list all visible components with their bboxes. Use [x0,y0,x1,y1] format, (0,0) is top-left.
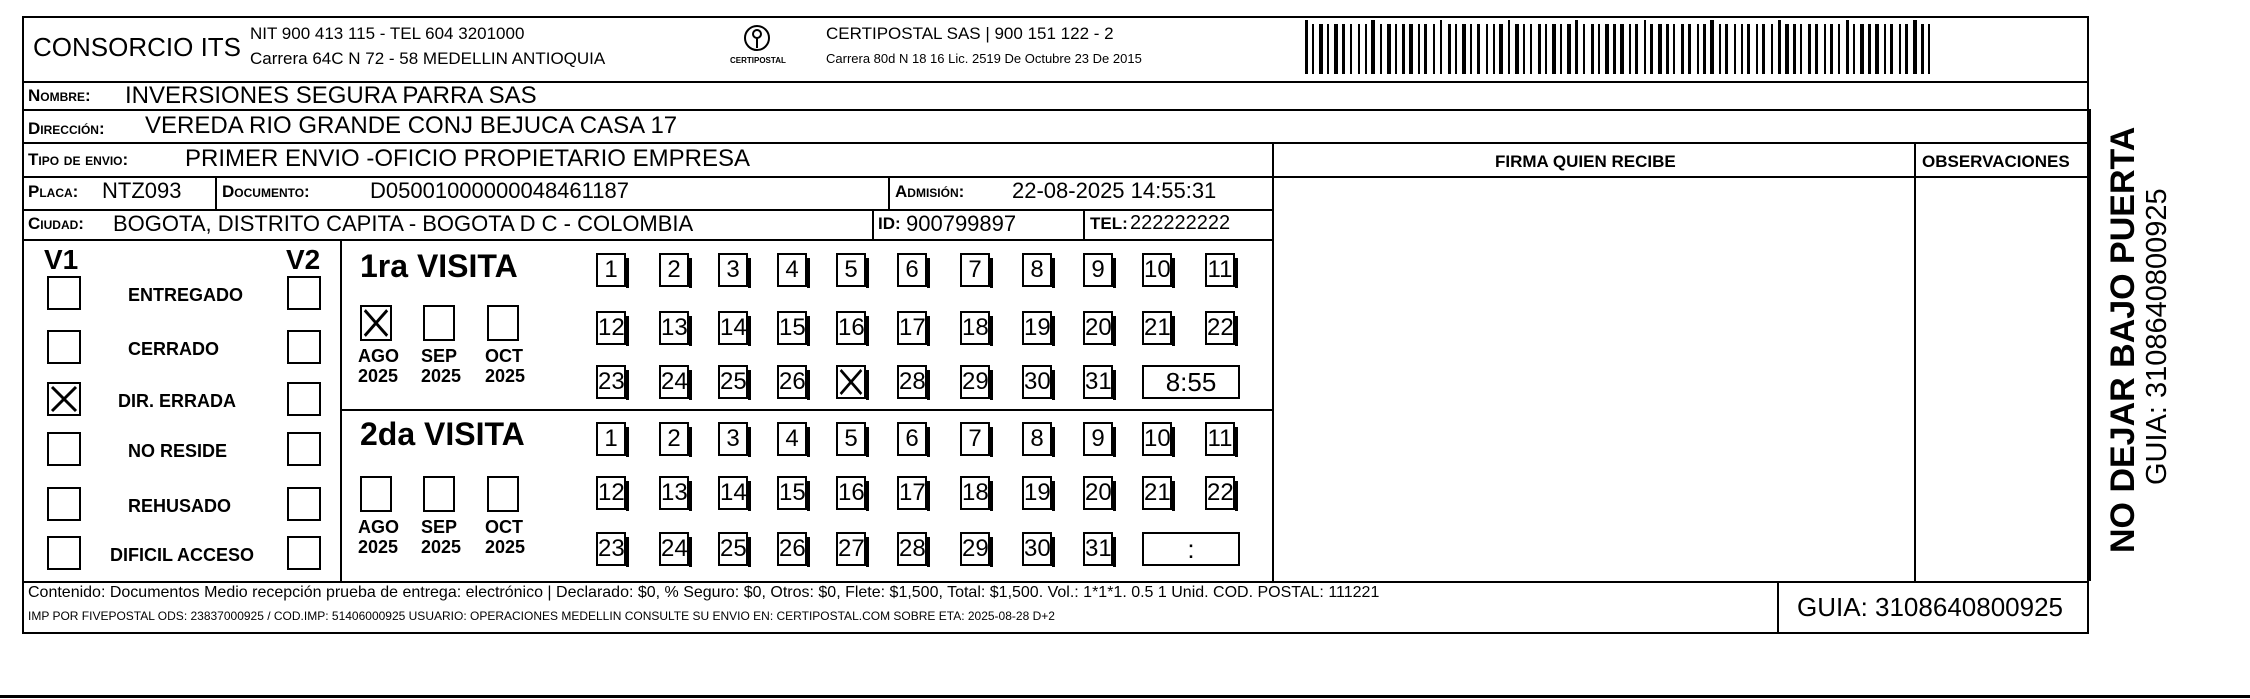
day-box[interactable]: 9 [1083,422,1113,456]
company-nit: NIT 900 413 115 - TEL 604 3201000 [250,24,525,43]
day-box[interactable]: 31 [1083,365,1113,399]
day-box[interactable]: 18 [960,311,990,345]
visit1-title: 1ra VISITA [360,248,518,284]
month-year: 2025 [421,537,462,557]
tel-label: TEL: [1090,214,1128,233]
carrier-license: Carrera 80d N 18 16 Lic. 2519 De Octubre 23 De 2015 [826,51,1142,66]
day-box[interactable]: 4 [777,422,807,456]
v1-checkbox[interactable] [47,487,81,521]
direccion-value: VEREDA RIO GRANDE CONJ BEJUCA CASA 17 [145,112,678,139]
day-box[interactable]: 11 [1205,422,1235,456]
day-box[interactable]: 25 [718,365,748,399]
company-address: Carrera 64C N 72 - 58 MEDELLIN ANTIOQUIA [250,49,606,68]
month-year: 2025 [421,366,462,386]
documento-label: Documento: [222,182,310,201]
day-box[interactable]: 20 [1083,476,1113,510]
month-year: 2025 [358,366,399,386]
day-box[interactable]: 24 [659,365,689,399]
day-box[interactable]: 5 [836,422,866,456]
day-box[interactable]: 21 [1142,311,1172,345]
documento-value: D05001000000048461187 [370,178,629,203]
day-box[interactable]: 20 [1083,311,1113,345]
day-box[interactable]: 15 [777,311,807,345]
v2-checkbox[interactable] [287,330,321,364]
tipo-value: PRIMER ENVIO -OFICIO PROPIETARIO EMPRESA [185,145,750,172]
placa-value: NTZ093 [102,178,182,203]
day-box[interactable]: 21 [1142,476,1172,510]
month-label: OCT [485,346,523,366]
month-label: OCT [485,517,523,537]
direccion-label: Dirección: [28,119,105,138]
day-box[interactable] [836,365,866,399]
month-checkbox[interactable] [487,305,519,341]
v1-checkbox[interactable] [47,382,81,416]
day-box[interactable]: 15 [777,476,807,510]
day-box[interactable]: 1 [596,422,626,456]
day-box[interactable]: 16 [836,476,866,510]
company-name: CONSORCIO ITS [33,32,242,62]
v1-checkbox[interactable] [47,276,81,310]
month-checkbox[interactable] [360,305,392,341]
day-box[interactable]: 12 [596,311,626,345]
v1-checkbox[interactable] [47,432,81,466]
day-box[interactable]: 8 [1022,422,1052,456]
barcode-icon [1305,20,1945,74]
admision-value: 22-08-2025 14:55:31 [1012,178,1217,203]
day-box[interactable]: 22 [1205,311,1235,345]
month-year: 2025 [485,366,526,386]
day-box[interactable]: 10 [1142,422,1172,456]
observaciones-header: OBSERVACIONES [1922,152,2070,171]
v2-checkbox[interactable] [287,432,321,466]
day-box[interactable]: 7 [960,422,990,456]
footer-print-info: IMP POR FIVEPOSTAL ODS: 23837000925 / COD.IMP: 51406000925 USUARIO: OPERACIONES MEDELLIN CONSULTE SU ENVIO EN: CERTIPOSTAL.COM SOBRE ETA: 2025-08-28 D+2 [28,609,1055,623]
day-box[interactable]: 6 [897,422,927,456]
day-box[interactable]: 14 [718,311,748,345]
day-box[interactable]: 16 [836,311,866,345]
status-label: ENTREGADO [128,285,244,305]
day-box[interactable]: 1 [596,253,626,287]
day-box[interactable]: 31 [1083,532,1113,566]
day-box[interactable]: 13 [659,311,689,345]
day-box[interactable]: 2 [659,253,689,287]
month-checkbox[interactable] [360,476,392,512]
month-checkbox[interactable] [423,305,455,341]
day-box[interactable]: 12 [596,476,626,510]
tel-value: 222222222 [1130,212,1231,234]
day-box[interactable]: 22 [1205,476,1235,510]
status-label: REHUSADO [128,496,232,516]
month-checkbox[interactable] [487,476,519,512]
day-box[interactable]: 14 [718,476,748,510]
day-box[interactable]: 23 [596,365,626,399]
day-box[interactable]: 26 [777,532,807,566]
v2-checkbox[interactable] [287,276,321,310]
v2-label: V2 [286,244,321,275]
day-box[interactable]: 30 [1022,532,1052,566]
admision-label: Admisión: [895,182,965,201]
firma-header: FIRMA QUIEN RECIBE [1495,152,1676,171]
id-value: 900799897 [906,211,1017,236]
day-box[interactable]: 13 [659,476,689,510]
status-label: DIFICIL ACCESO [110,545,255,565]
day-box[interactable]: 7 [960,253,990,287]
v1-label: V1 [44,244,79,275]
day-box[interactable]: 17 [897,476,927,510]
side-warning: NO DEJAR BAJO PUERTA [2104,126,2142,553]
day-box[interactable]: 29 [960,532,990,566]
certipostal-logo [722,24,792,72]
status-label: CERRADO [128,339,220,359]
status-label: DIR. ERRADA [118,391,237,411]
placa-label: Placa: [28,182,79,201]
nombre-value: INVERSIONES SEGURA PARRA SAS [125,82,537,109]
nombre-label: Nombre: [28,86,91,105]
day-box[interactable]: 19 [1022,476,1052,510]
v2-checkbox[interactable] [287,487,321,521]
day-box[interactable]: 30 [1022,365,1052,399]
day-box[interactable]: 27 [836,532,866,566]
day-box[interactable]: 10 [1142,253,1172,287]
day-box[interactable]: 28 [897,532,927,566]
logo-text: CERTIPOSTAL [730,56,786,65]
day-box[interactable]: 23 [596,532,626,566]
carrier-info: CERTIPOSTAL SAS | 900 151 122 - 2 [826,24,1114,43]
month-label: AGO [358,346,400,366]
month-label: SEP [421,346,458,366]
time-field[interactable]: 8:55 [1142,365,1240,399]
day-box[interactable]: 18 [960,476,990,510]
month-label: AGO [358,517,400,537]
v2-checkbox[interactable] [287,536,321,570]
day-box[interactable]: 19 [1022,311,1052,345]
day-box[interactable]: 3 [718,253,748,287]
v1-checkbox[interactable] [47,536,81,570]
ciudad-value: BOGOTA, DISTRITO CAPITA - BOGOTA D C - COLOMBIA [113,211,694,236]
day-box[interactable]: 28 [897,365,927,399]
month-checkbox[interactable] [423,476,455,512]
time-field[interactable]: : [1142,532,1240,566]
status-label: NO RESIDE [128,441,228,461]
day-box[interactable]: 29 [960,365,990,399]
day-box[interactable]: 24 [659,532,689,566]
visit2-title: 2da VISITA [360,416,525,452]
day-box[interactable]: 25 [718,532,748,566]
ciudad-label: Ciudad: [28,214,84,233]
footer-guia: GUIA: 3108640800925 [1797,592,2063,622]
day-box[interactable]: 6 [897,253,927,287]
footer-content: Contenido: Documentos Medio recepción prueba de entrega: electrónico | Declarado: $0, % Seguro: $0, Otros: $0, Flete: $1,500, Total: $1,500. Vol.: 1*1*1. 0.5 1 Unid. COD. POSTAL: 111221 [28,584,1380,601]
day-box[interactable]: 5 [836,253,866,287]
day-box[interactable]: 2 [659,422,689,456]
day-box[interactable]: 26 [777,365,807,399]
day-box[interactable]: 11 [1205,253,1235,287]
v2-checkbox[interactable] [287,382,321,416]
v1-checkbox[interactable] [47,330,81,364]
day-box[interactable]: 17 [897,311,927,345]
id-label: ID: [878,214,901,233]
month-year: 2025 [358,537,399,557]
month-label: SEP [421,517,458,537]
day-box[interactable]: 4 [777,253,807,287]
side-guia: GUIA: 3108640800925 [2141,188,2173,485]
day-box[interactable]: 3 [718,422,748,456]
month-year: 2025 [485,537,526,557]
day-box[interactable]: 8 [1022,253,1052,287]
day-box[interactable]: 9 [1083,253,1113,287]
tipo-label: Tipo de envio: [28,150,129,169]
